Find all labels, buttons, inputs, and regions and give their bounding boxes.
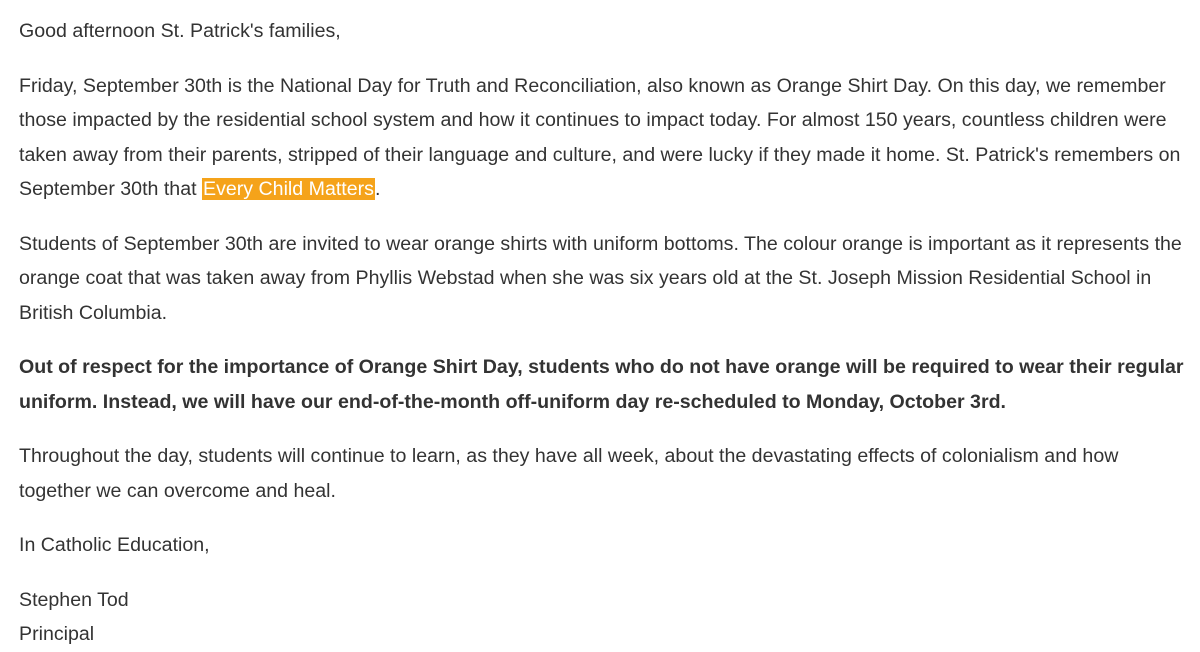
paragraph-orange-shirts: Students of September 30th are invited to wear orange shirts with uniform bottoms. The colour orange is important as it represents the orange coat that was taken away from Phyllis Webstad when she was six years old at the St. Joseph Mission Residential School in British Columbia.: [19, 232, 1182, 324]
paragraph-end: .: [374, 178, 381, 200]
paragraph-text: Friday, September 30th is the National Day for Truth and Reconciliation, also known as Orange Shirt Day. On this day, we remember those impacted by the residential school system and how it continues to impact today. For almost 150 years, countless children were taken away from their parents, stripped of their language and culture, and were lucky if they made it home. St. Patrick's remembers on September 30th that: [19, 74, 1181, 200]
closing: In Catholic Education,: [19, 534, 210, 556]
every-child-matters-highlight: Every Child Matters: [203, 178, 374, 200]
paragraph-learning: Throughout the day, students will continue to learn, as they have all week, about the devastating effects of colonialism and how together we can overcome and heal.: [19, 445, 1119, 502]
signature-block: [19, 583, 1194, 652]
signature-name: Stephen Tod: [19, 588, 129, 611]
paragraph-orange-shirt-day: [19, 69, 1194, 207]
greeting: Good afternoon St. Patrick's families,: [19, 20, 341, 42]
paragraph-uniform-notice: Out of respect for the importance of Orange Shirt Day, students who do not have orange will be required to wear their regular uniform. Instead, we will have our end-of-the-month off-uniform day re-scheduled to Monday, October 3rd.: [19, 356, 1184, 413]
signature-title: Principal: [19, 623, 95, 645]
